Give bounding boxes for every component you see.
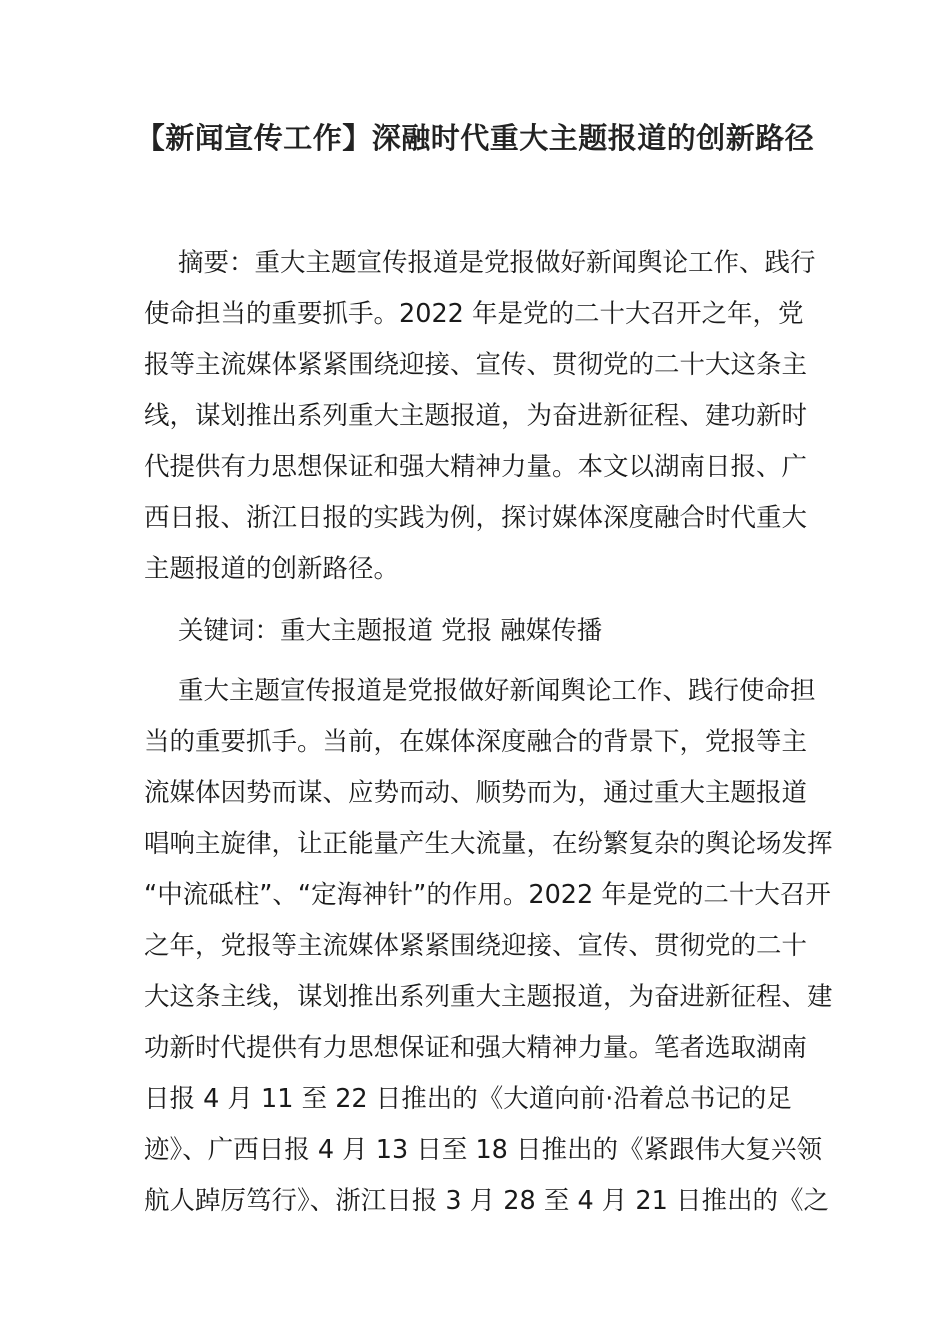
abstract-line: 代提供有力思想保证和强大精神力量。本文以湖南日报、广 (144, 452, 808, 482)
abstract-paragraph (144, 238, 820, 595)
abstract-line: 线，谋划推出系列重大主题报道，为奋进新征程、建功新时 (144, 401, 808, 431)
body-line: 之年，党报等主流媒体紧紧围绕迎接、宣传、贯彻党的二十 (144, 931, 808, 961)
body-line: 迹》、广西日报 4 月 13 日至 18 日推出的《紧跟伟大复兴领 (144, 1135, 823, 1165)
abstract-line: 西日报、浙江日报的实践为例，探讨媒体深度融合时代重大 (144, 503, 808, 533)
keywords-line: 关键词：重大主题报道 党报 融媒传播 (178, 616, 603, 646)
abstract-line: 使命担当的重要抓手。2022 年是党的二十大召开之年，党 (144, 299, 804, 329)
body-line: 重大主题宣传报道是党报做好新闻舆论工作、践行使命担 (178, 676, 816, 706)
body-line: 航人踔厉笃行》、浙江日报 3 月 28 至 4 月 21 日推出的《之 (144, 1186, 829, 1216)
body-line: 流媒体因势而谋、应势而动、顺势而为，通过重大主题报道 (144, 778, 808, 808)
keywords-paragraph (144, 606, 820, 657)
document-title: 【新闻宣传工作】深融时代重大主题报道的创新路径 (135, 121, 815, 155)
body-line: 当的重要抓手。当前，在媒体深度融合的背景下，党报等主 (144, 727, 808, 757)
body-line: 唱响主旋律，让正能量产生大流量，在纷繁复杂的舆论场发挥 (144, 829, 833, 859)
body-paragraph (144, 666, 833, 1227)
body-line: 日报 4 月 11 至 22 日推出的《大道向前·沿着总书记的足 (144, 1084, 792, 1114)
body-line: 大这条主线，谋划推出系列重大主题报道，为奋进新征程、建 (144, 982, 833, 1012)
body-line: “中流砥柱”、“定海神针”的作用。2022 年是党的二十大召开 (144, 880, 831, 910)
abstract-line: 摘要：重大主题宣传报道是党报做好新闻舆论工作、践行 (178, 248, 816, 278)
abstract-line: 主题报道的创新路径。 (144, 554, 400, 584)
body-line: 功新时代提供有力思想保证和强大精神力量。笔者选取湖南 (144, 1033, 808, 1063)
abstract-line: 报等主流媒体紧紧围绕迎接、宣传、贯彻党的二十大这条主 (144, 350, 808, 380)
